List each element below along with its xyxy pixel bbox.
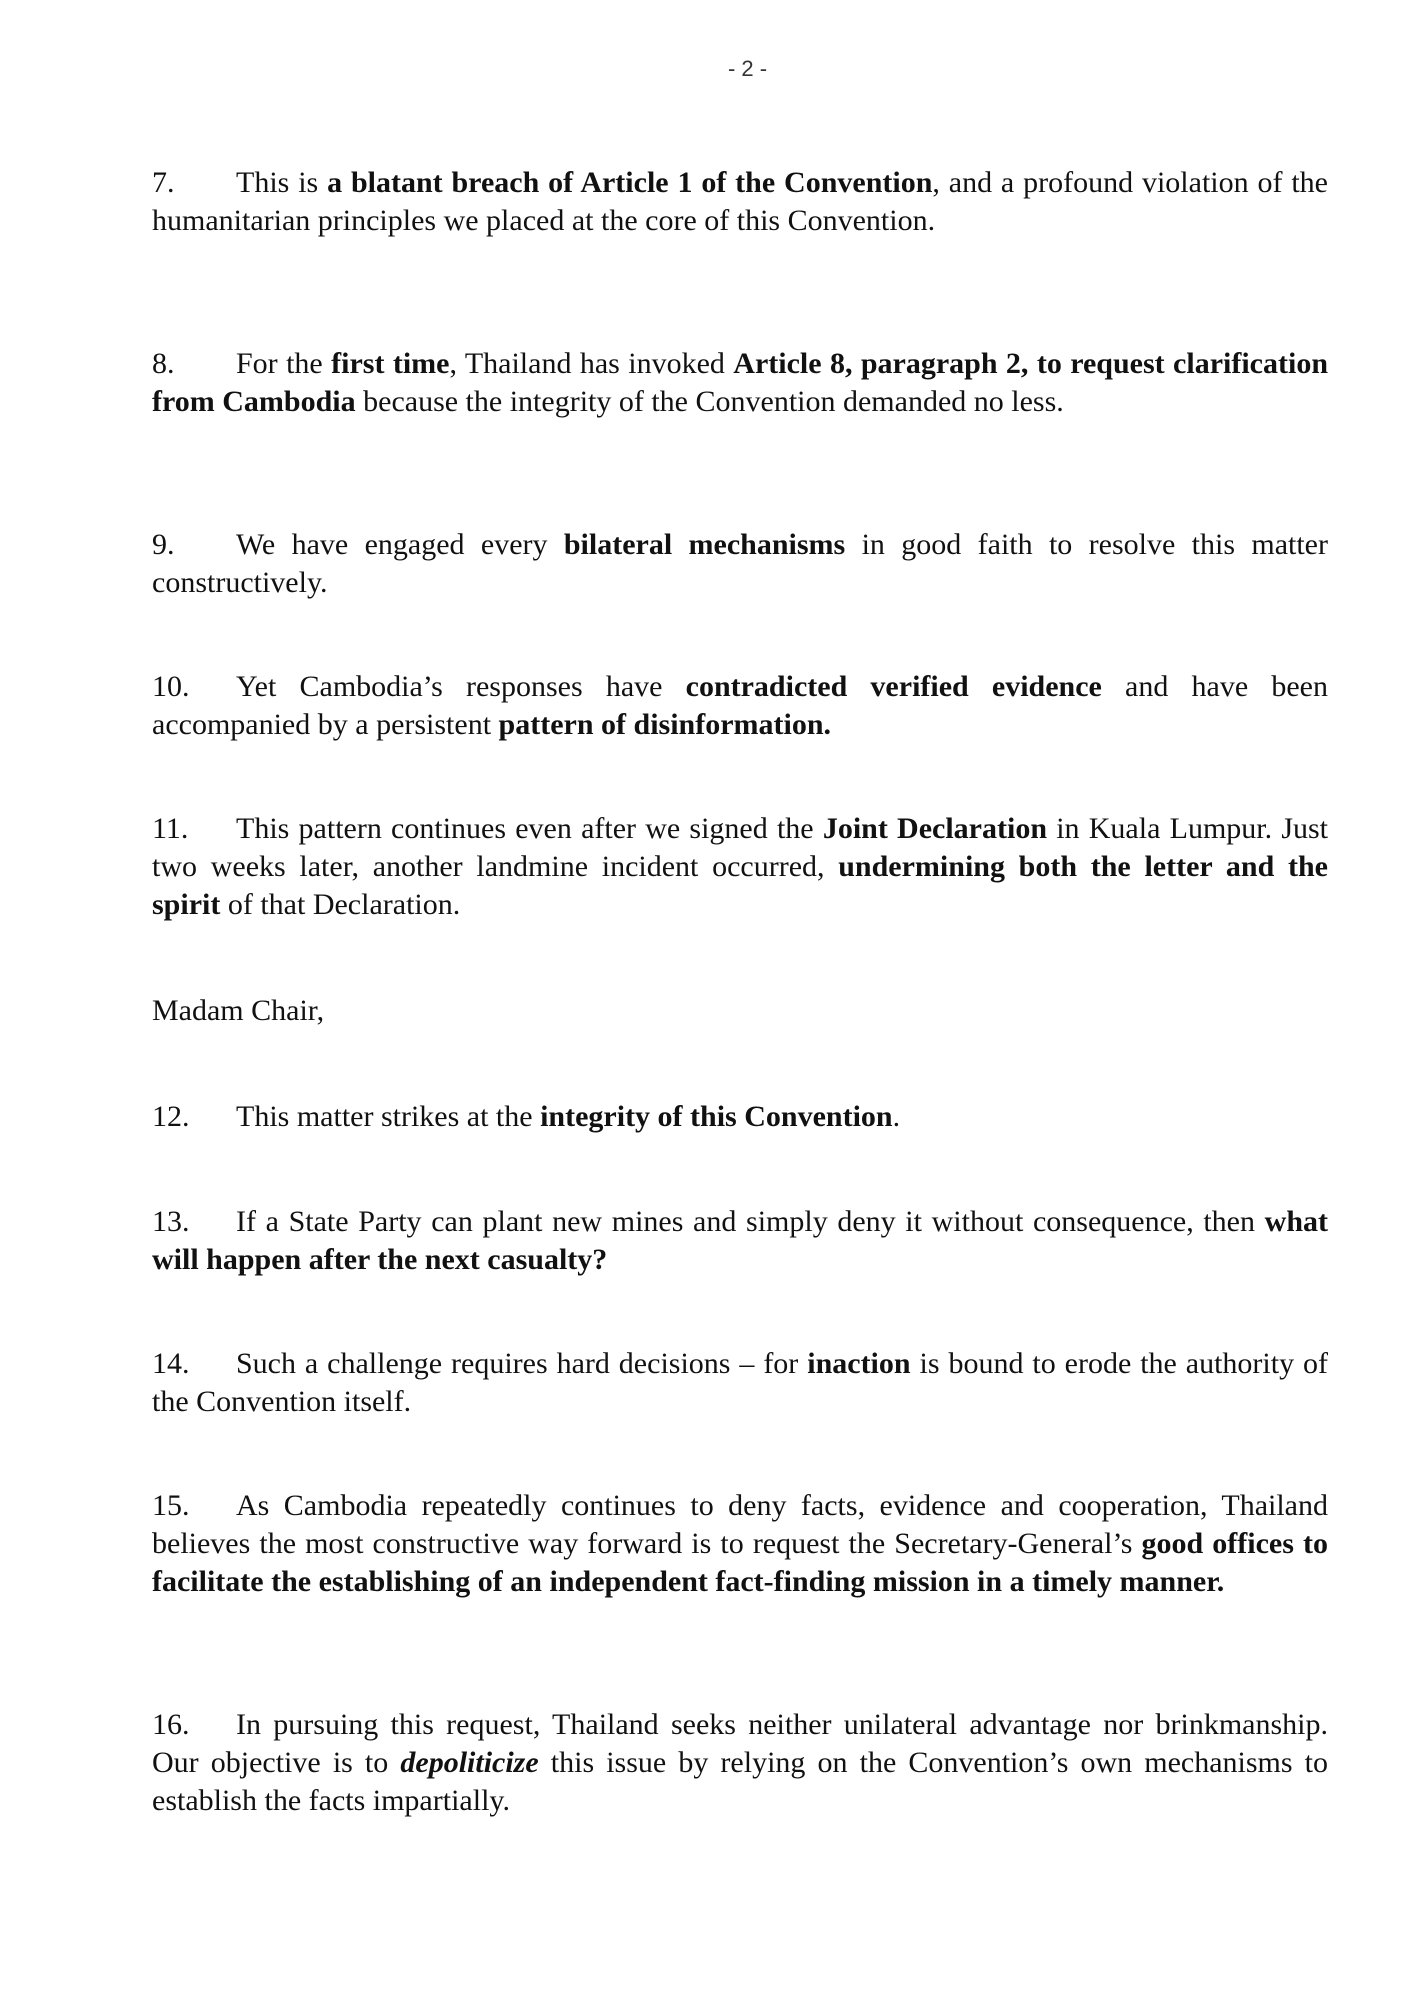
- paragraph-number: 13.: [152, 1205, 190, 1238]
- paragraph-9: 9. We have engaged every bilateral mechanisms in good faith to resolve this matter constructively.: [152, 528, 1328, 599]
- paragraph-number: 10.: [152, 670, 190, 703]
- paragraph-number: 15.: [152, 1489, 190, 1522]
- paragraph-16: 16. In pursuing this request, Thailand seeks neither unilateral advantage nor brinkmanship. Our objective is to depoliticize this issue by relying on the Convention’s own mechanisms to establish the facts impartially.: [152, 1708, 1328, 1817]
- page-number: - 2 -: [727, 56, 768, 81]
- paragraph-number: 7.: [152, 166, 175, 199]
- paragraph-number: 9.: [152, 528, 175, 561]
- paragraph-number: 16.: [152, 1708, 190, 1741]
- paragraph-number: 8.: [152, 347, 175, 380]
- paragraph-11: 11. This pattern continues even after we signed the Joint Declaration in Kuala Lumpur. Just two weeks later, another landmine incident occurred, undermining both the letter and the spirit of that Declaration.: [152, 812, 1329, 921]
- salutation: Madam Chair,: [152, 994, 325, 1027]
- paragraph-number: 12.: [152, 1100, 190, 1133]
- paragraph-14: 14. Such a challenge requires hard decisions – for inaction is bound to erode the authority of the Convention itself.: [152, 1347, 1329, 1418]
- paragraph-number: 11.: [152, 812, 189, 845]
- paragraph-8: 8. For the first time, Thailand has invoked Article 8, paragraph 2, to request clarification from Cambodia because the integrity of the Convention demanded no less.: [152, 347, 1328, 418]
- paragraph-13: 13. If a State Party can plant new mines and simply deny it without consequence, then what will happen after the next casualty?: [152, 1205, 1328, 1276]
- paragraph-12: 12. This matter strikes at the integrity of this Convention.: [152, 1098, 1328, 1136]
- paragraph-7: 7. This is a blatant breach of Article 1 of the Convention, and a profound violation of the humanitarian principles we placed at the core of this Convention.: [152, 166, 1328, 237]
- paragraph-10: 10. Yet Cambodia’s responses have contradicted verified evidence and have been accompanied by a persistent pattern of disinformation.: [152, 670, 1328, 741]
- paragraph-15: 15. As Cambodia repeatedly continues to deny facts, evidence and cooperation, Thailand believes the most constructive way forward is to request the Secretary-General’s good offices to facilitate the establishing of an independent fact-finding mission in a timely manner.: [152, 1489, 1328, 1598]
- paragraph-number: 14.: [152, 1347, 190, 1380]
